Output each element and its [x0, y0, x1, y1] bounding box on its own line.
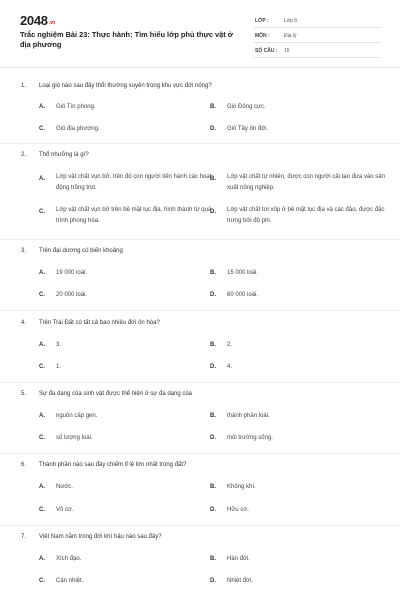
- question-divider: [0, 382, 400, 383]
- meta-count-value: 15: [284, 48, 290, 54]
- question-number: 5.: [21, 391, 27, 397]
- header-divider: [0, 67, 400, 68]
- question-text: Loại gió nào sau đây thổi thường xuyên trong khu vực đới nóng?: [39, 83, 212, 89]
- question-number: 2.: [21, 152, 27, 158]
- question-divider: [0, 453, 400, 454]
- meta-subject-label: MÔN :: [255, 33, 270, 39]
- question-divider: [0, 525, 400, 526]
- question-number: 7.: [21, 534, 27, 540]
- meta-subject-value: Địa lý: [284, 33, 297, 39]
- question-text: Thành phần nào sau đây chiếm tỉ lệ lớn nhất trong đất?: [39, 462, 187, 468]
- question-number: 1.: [21, 83, 27, 89]
- meta-subject-row: [253, 29, 380, 43]
- question-text: Thổ nhưỡng là gì?: [39, 152, 89, 158]
- question-number: 4.: [21, 320, 27, 326]
- question-text: Trên Trái Đất có tất cả bao nhiêu đới ôn hòa?: [39, 320, 160, 326]
- question-divider: [0, 143, 400, 144]
- page-title: Trắc nghiệm Bài 23: Thực hành: Tìm hiểu lớp phủ thực vật ở địa phương: [20, 30, 233, 49]
- question-text: Trên đại dương có biến khoảng: [39, 248, 123, 254]
- question-divider: [0, 239, 400, 240]
- question-divider: [0, 310, 400, 311]
- question-text: Sự đa dạng của sinh vật được thể hiện ở sự đa dạng của: [39, 391, 193, 397]
- question-number: 6.: [21, 462, 27, 468]
- meta-grade-row: [253, 14, 380, 28]
- meta-count-row: [253, 44, 380, 58]
- page-header: [0, 0, 400, 66]
- question-text: Việt Nam nằm trong đới khí hậu nào sau đây?: [39, 534, 162, 540]
- question-number: 3.: [21, 248, 27, 254]
- site-logo[interactable]: 2048.vn: [20, 13, 56, 28]
- meta-count-label: SỐ CÂU :: [255, 48, 278, 54]
- meta-grade-value: Lớp 6: [284, 18, 298, 24]
- meta-grade-label: LỚP :: [255, 18, 269, 24]
